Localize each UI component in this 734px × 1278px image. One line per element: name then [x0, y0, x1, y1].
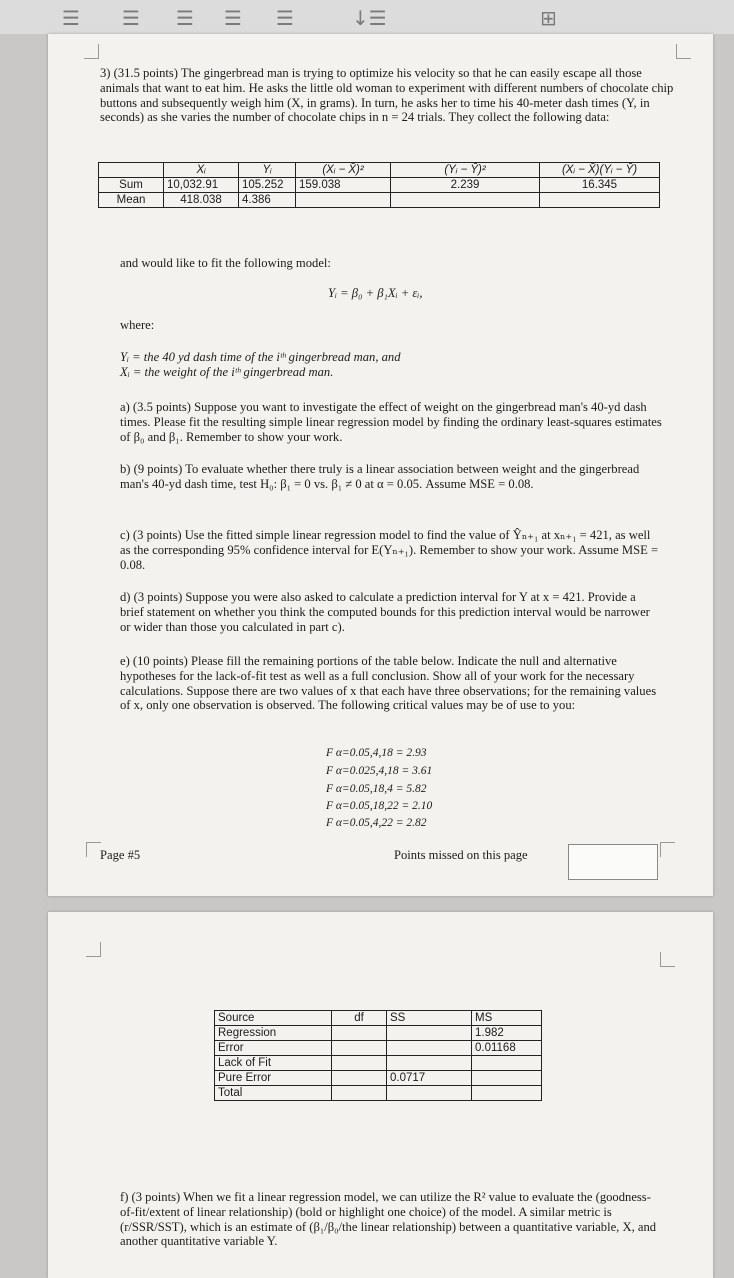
table-cell — [296, 193, 391, 208]
table-row — [99, 193, 660, 208]
part-c: c) (3 points) Use the fitted simple linear regression model to find the value of Ŷₙ₊₁ at xₙ₊₁ = 421, as well as the corresponding 95% confidence interval for E(Yₙ₊₁). Remember to show your work. Assume MSE = 0.08. — [120, 528, 659, 572]
margin-corner-mark — [86, 842, 101, 857]
table-cell: 10,032.91 — [164, 178, 239, 193]
align-right-icon[interactable]: ☰ — [176, 6, 194, 30]
margin-corner-mark — [676, 44, 691, 59]
table-cell: 4.386 — [239, 193, 296, 208]
justify-icon[interactable]: ☰ — [224, 6, 242, 30]
table-row — [99, 178, 660, 193]
anova-table — [214, 1010, 542, 1101]
table-cell — [391, 193, 540, 208]
table-cell: 16.345 — [540, 178, 660, 193]
critical-value: F α=0.05,18,4 = 5.82 — [326, 783, 427, 795]
table-cell: 1.982 — [472, 1026, 542, 1041]
table-cell[interactable] — [387, 1056, 472, 1071]
document-page-6 — [48, 912, 713, 1278]
table-cell[interactable] — [332, 1071, 387, 1086]
table-cell[interactable] — [332, 1056, 387, 1071]
margin-corner-mark — [86, 942, 101, 957]
critical-value: F α=0.05,4,18 = 2.93 — [326, 747, 427, 759]
table-cell[interactable] — [472, 1056, 542, 1071]
question-3-intro: 3) (31.5 points) The gingerbread man is trying to optimize his velocity so that he can easily escape all those animals that want to eat him. He asks the little old woman to experiment with different numbers of chocolate chip buttons and subsequently weigh him (X, in grams). In turn, he asks her to time his 40-meter dash times (Y, in seconds) as she varies the number of chocolate chips in n = 24 trials. They collect the following data: — [100, 66, 674, 125]
definition-y: Yᵢ = the 40 yd dash time of the iᵗʰ gingerbread man, and — [120, 350, 401, 364]
table-header-cell — [99, 163, 164, 178]
table-cell: Mean — [99, 193, 164, 208]
distributed-icon[interactable]: ☰ — [276, 6, 294, 30]
table-row — [215, 1086, 542, 1101]
table-row — [215, 1026, 542, 1041]
table-cell: 159.038 — [296, 178, 391, 193]
table-cell: 2.239 — [391, 178, 540, 193]
part-d: d) (3 points) Suppose you were also asked to calculate a prediction interval for Y at x = 421. Provide a brief statement on whether you think the computed bounds for this prediction interval would be narrower or wider than those you calculated in part c). — [120, 590, 650, 634]
margin-corner-mark — [660, 952, 675, 967]
where-label: where: — [120, 318, 155, 332]
table-row — [215, 1056, 542, 1071]
table-header-cell: Xᵢ — [164, 163, 239, 178]
table-cell[interactable] — [387, 1026, 472, 1041]
part-e: e) (10 points) Please fill the remaining portions of the table below. Indicate the null and alternative hypotheses for the lack-of-fit test as well as a full conclusion. Show all of your work for the necessary calculations. Suppose there are two values of x that each have three observations; for the remaining values of x, only one observation is observed. The following critical values may be of use to you: — [120, 654, 657, 713]
model-equation: Yᵢ = β₀ + β₁Xᵢ + εᵢ, — [328, 286, 423, 300]
points-missed-box[interactable] — [568, 844, 658, 880]
align-center-icon[interactable]: ☰ — [122, 6, 140, 30]
part-f: f) (3 points) When we fit a linear regression model, we can utilize the R² value to evaluate the (goodness-of-fit/extent of linear relationship) (bold or highlight one choice) of the model. A similar metric is (r/SSR/SST), which is an estimate of (β₁/β₀/the linear relationship) between a quantitative variable, X, and another quantitative variable Y. — [120, 1190, 657, 1249]
part-a: a) (3.5 points) Suppose you want to investigate the effect of weight on the gingerbread man's 40-yd dash times. Please fit the resulting simple linear regression model by finding the ordinary least-squares estimates of β₀ and β₁. Remember to show your work. — [120, 400, 662, 444]
table-header-cell: (Xᵢ − X̄)(Yᵢ − Ȳ) — [540, 163, 660, 178]
table-cell: Total — [215, 1086, 332, 1101]
table-header-cell: (Yᵢ − Ȳ)² — [391, 163, 540, 178]
model-intro: and would like to fit the following model: — [120, 256, 331, 270]
table-header-cell: Yᵢ — [239, 163, 296, 178]
table-cell[interactable] — [332, 1041, 387, 1056]
critical-value: F α=0.025,4,18 = 3.61 — [326, 765, 433, 777]
table-cell: Lack of Fit — [215, 1056, 332, 1071]
table-cell: Sum — [99, 178, 164, 193]
table-cell[interactable] — [472, 1071, 542, 1086]
critical-value: F α=0.05,4,22 = 2.82 — [326, 817, 427, 829]
table-row — [215, 1071, 542, 1086]
table-header-cell: (Xᵢ − X̄)² — [296, 163, 391, 178]
table-header-cell: MS — [472, 1011, 542, 1026]
table-cell — [540, 193, 660, 208]
table-cell: 0.01168 — [472, 1041, 542, 1056]
page-number: Page #5 — [100, 848, 141, 862]
table-cell[interactable] — [332, 1026, 387, 1041]
toolbar — [0, 0, 734, 34]
line-spacing-icon[interactable]: ↓☰ — [352, 6, 387, 30]
table-cell: Error — [215, 1041, 332, 1056]
table-cell[interactable] — [387, 1086, 472, 1101]
table-cell[interactable] — [472, 1086, 542, 1101]
definition-x: Xᵢ = the weight of the iᵗʰ gingerbread man. — [120, 365, 334, 379]
table-cell[interactable] — [332, 1086, 387, 1101]
critical-value: F α=0.05,18,22 = 2.10 — [326, 800, 433, 812]
table-header-cell: SS — [387, 1011, 472, 1026]
table-cell: Regression — [215, 1026, 332, 1041]
document-page-5 — [48, 34, 713, 896]
table-cell[interactable] — [387, 1041, 472, 1056]
table-header-cell: df — [332, 1011, 387, 1026]
points-missed-label: Points missed on this page — [394, 848, 528, 862]
table-cell: 418.038 — [164, 193, 239, 208]
table-header-cell: Source — [215, 1011, 332, 1026]
margin-corner-mark — [84, 44, 99, 59]
align-left-icon[interactable]: ☰ — [62, 6, 80, 30]
margin-corner-mark — [660, 842, 675, 857]
table-row — [215, 1041, 542, 1056]
borders-icon[interactable]: ⊞ — [540, 6, 557, 30]
table-row — [99, 163, 660, 178]
data-table — [98, 162, 660, 208]
table-cell: 105.252 — [239, 178, 296, 193]
table-cell: 0.0717 — [387, 1071, 472, 1086]
table-cell: Pure Error — [215, 1071, 332, 1086]
table-row — [215, 1011, 542, 1026]
part-b: b) (9 points) To evaluate whether there truly is a linear association between weight and the gingerbread man's 40-yd dash time, test H₀: β₁ = 0 vs. β₁ ≠ 0 at α = 0.05. Assume MSE = 0.08. — [120, 462, 640, 491]
